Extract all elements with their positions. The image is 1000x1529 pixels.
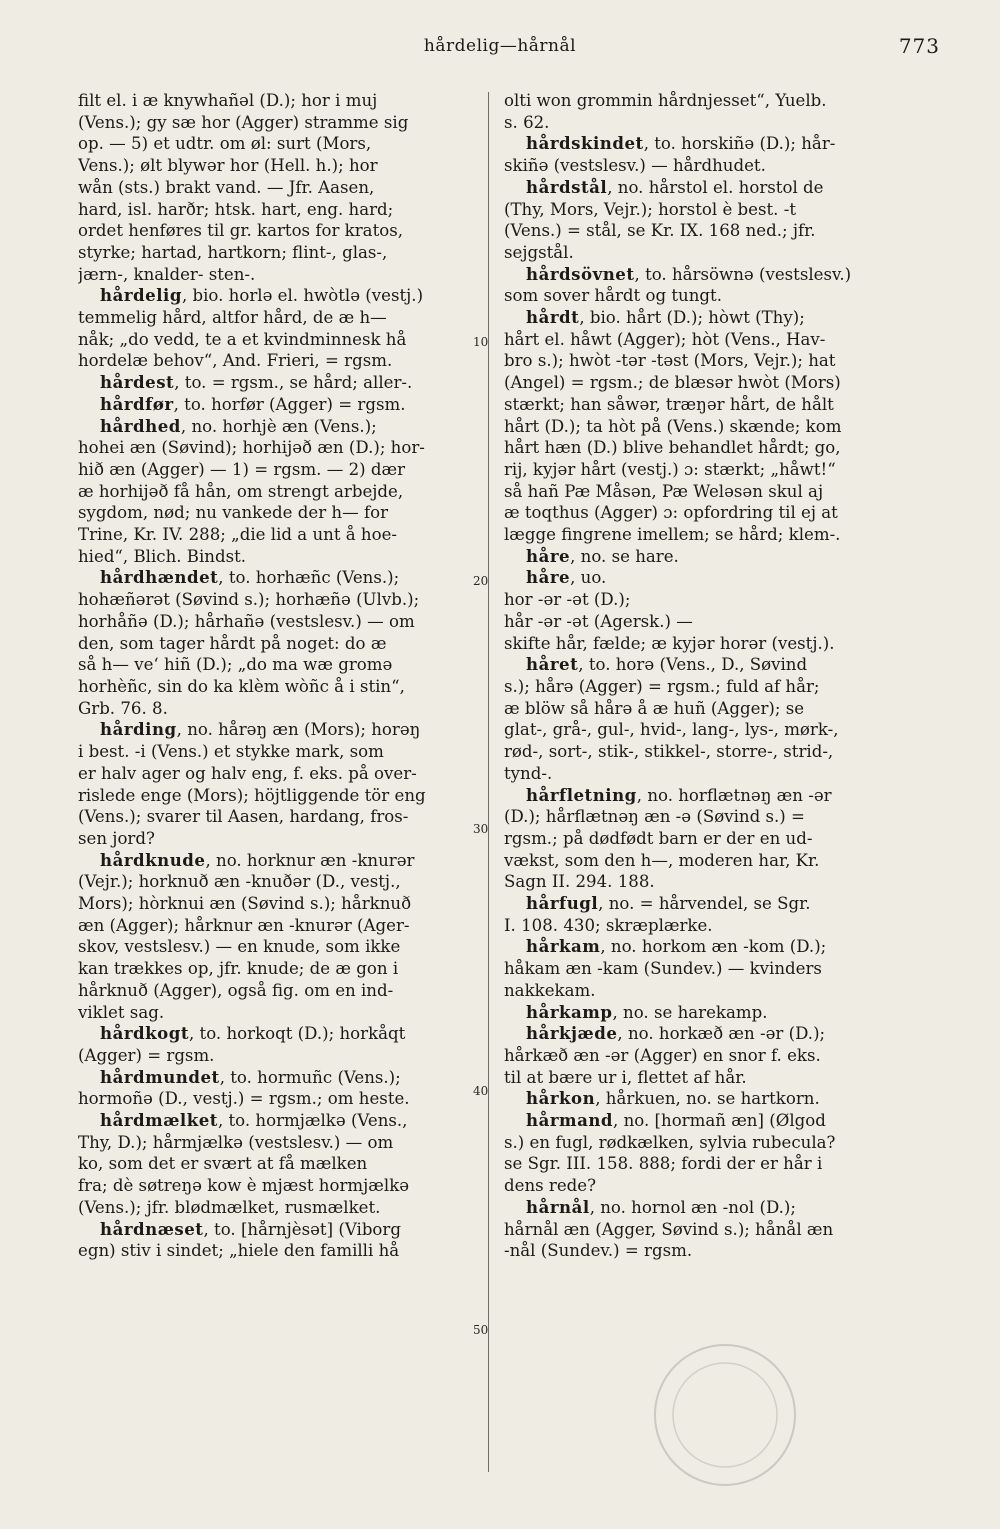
entry-text-line: så h— ve‘ hiñ (D.); „do ma wæ gromə bbox=[78, 655, 393, 675]
headword: hårdsövnet bbox=[526, 263, 635, 284]
entry-headword-line: hårdelig, bio. horlə el. hwòtlə (vestj.) bbox=[100, 285, 424, 306]
headword: hårdhændet bbox=[100, 567, 219, 588]
headword: hårdnæset bbox=[100, 1218, 204, 1239]
entry-headword-line: hårdhændet, to. horhæñc (Vens.); bbox=[100, 567, 400, 588]
entry-headword-line: hårdmælket, to. hormjælkə (Vens., bbox=[100, 1110, 408, 1131]
headword: hårdfør bbox=[100, 393, 174, 414]
headword: hårkon bbox=[526, 1088, 596, 1109]
entry-text-line: hårt el. håwt (Agger); hòt (Vens., Hav- bbox=[504, 329, 826, 349]
entry-text-line: wån (sts.) brakt vand. — Jfr. Aasen, bbox=[78, 177, 375, 197]
entry-text-line: skov, vestslesv.) — en knude, som ikke bbox=[78, 937, 401, 957]
entry-text-line: hårt hæn (D.) blive behandlet hårdt; go, bbox=[504, 438, 841, 458]
entry-text-line: som sover hårdt og tungt. bbox=[504, 286, 722, 306]
headword: håre bbox=[526, 567, 571, 588]
entry-text-line: viklet sag. bbox=[78, 1002, 165, 1022]
entry-text-line: er halv ager og halv eng, f. eks. på over- bbox=[78, 763, 417, 783]
entry-headword-line: hårdest, to. = rgsm., se hård; aller-. bbox=[100, 372, 413, 393]
page-number: 773 bbox=[898, 34, 940, 58]
entry-headword-line: hårdstål, no. hårstol el. horstol de bbox=[526, 176, 824, 197]
headword: hårnål bbox=[526, 1196, 590, 1217]
entry-headword-line: hårdt, bio. hårt (D.); hòwt (Thy); bbox=[526, 307, 805, 328]
entry-headword-line: hårmand, no. [hormañ æn] (Ølgod bbox=[526, 1110, 826, 1131]
line-number: 30 bbox=[473, 822, 489, 836]
entry-text-line: så hañ Pæ Måsən, Pæ Weləsən skul aj bbox=[504, 481, 824, 501]
entry-text-line: rislede enge (Mors); höjtliggende tör eng bbox=[78, 785, 426, 805]
entry-headword-line: hårnål, no. hornol æn -nol (D.); bbox=[526, 1196, 796, 1217]
left-column bbox=[78, 90, 476, 1262]
headword: hårdt bbox=[526, 307, 580, 328]
entry-text-line: (Vens.); gy sæ hor (Agger) stramme sig bbox=[78, 112, 409, 132]
entry-text-line: temmelig hård, altfor hård, de æ h— bbox=[78, 308, 387, 328]
headword: hårdelig bbox=[100, 285, 182, 306]
entry-text-line: hið æn (Agger) — 1) = rgsm. — 2) dær bbox=[78, 459, 406, 479]
entry-text-line: egn) stiv i sindet; „hiele den familli hå bbox=[78, 1241, 400, 1261]
entry-text-line: til at bære ur i, flettet af hår. bbox=[504, 1067, 747, 1087]
entry-headword-line: håre, uo. bbox=[526, 567, 607, 588]
entry-text-line: s.) en fugl, rødkælken, sylvia rubecula? bbox=[504, 1132, 836, 1152]
entry-text-line: hormoñə (D., vestj.) = rgsm.; om heste. bbox=[78, 1089, 410, 1109]
entry-text-line: rij, kyjər hårt (vestj.) ɔ: stærkt; „håwt!“ bbox=[504, 459, 836, 479]
entry-text-line: hohæñərət (Søvind s.); horhæñə (Ulvb.); bbox=[78, 590, 420, 610]
headword: hårdhed bbox=[100, 415, 181, 436]
entry-text-line: glat-, grå-, gul-, hvid-, lang-, lys-, mørk-, bbox=[504, 720, 839, 740]
entry-text-line: hårnål æn (Agger, Søvind s.); hånål æn bbox=[504, 1219, 834, 1239]
column-divider bbox=[488, 92, 489, 1472]
entry-text-line: (Vens.); svarer til Aasen, hardang, fros- bbox=[78, 807, 409, 827]
headword: hårding bbox=[100, 719, 177, 740]
entry-text-line: Sagn II. 294. 188. bbox=[504, 872, 655, 892]
entry-text-line: tynd-. bbox=[504, 763, 553, 783]
entry-text-line: lægge fingrene imellem; se hård; klem-. bbox=[504, 525, 841, 545]
entry-text-line: i best. -i (Vens.) et stykke mark, som bbox=[78, 742, 384, 762]
entry-headword-line: hårkamp, no. se harekamp. bbox=[526, 1001, 768, 1022]
entry-text-line: hårknuð (Agger), også fig. om en ind- bbox=[78, 980, 394, 1000]
entry-headword-line: hårfletning, no. horflætnəŋ æn -ər bbox=[526, 784, 832, 805]
headword: hårkjæde bbox=[526, 1023, 618, 1044]
line-number: 40 bbox=[473, 1084, 489, 1098]
entry-text-line: æ horhijəð få hån, om strengt arbejde, bbox=[78, 481, 404, 501]
entry-text-line: horhèñc, sin do ka klèm wòñc å i stin“, bbox=[78, 676, 405, 696]
entry-text-line: æn (Agger); hårknur æn -knurər (Ager- bbox=[78, 915, 410, 935]
line-number: 20 bbox=[473, 574, 489, 588]
entry-text-line: horhåñə (D.); hårhañə (vestslesv.) — om bbox=[78, 611, 415, 631]
entry-text-line: bro s.); hwòt -tər -təst (Mors, Vejr.); hat bbox=[504, 351, 836, 371]
entry-text-line: hor -ər -ət (D.); bbox=[504, 590, 631, 610]
entry-text-line: rød-, sort-, stik-, stikkel-, storre-, strid-, bbox=[504, 742, 834, 762]
entry-headword-line: hårdknude, no. horknur æn -knurər bbox=[100, 849, 415, 870]
entry-headword-line: hårding, no. hårəŋ æn (Mors); horəŋ bbox=[100, 719, 421, 740]
headword: hårdmundet bbox=[100, 1066, 220, 1087]
entry-text-line: Vens.); ølt blywər hor (Hell. h.); hor bbox=[78, 156, 378, 176]
entry-text-line: olti won grommin hårdnjesset“, Yuelb. bbox=[504, 91, 827, 110]
entry-text-line: styrke; hartad, hartkorn; flint-, glas-, bbox=[78, 242, 388, 262]
entry-text-line: hår -ər -ət (Agersk.) — bbox=[504, 611, 693, 631]
entry-text-line: kan trækkes op, jfr. knude; de æ gon i bbox=[78, 959, 399, 979]
entry-text-line: dens rede? bbox=[504, 1176, 597, 1196]
headword: hårfletning bbox=[526, 784, 637, 805]
entry-text-line: ko, som det er svært at få mælken bbox=[78, 1154, 368, 1174]
entry-text-line: hied“, Blich. Bindst. bbox=[78, 546, 247, 566]
entry-headword-line: hårdskindet, to. horskiñə (D.); hår- bbox=[526, 133, 836, 154]
entry-text-line: filt el. i æ knywhañəl (D.); hor i muj bbox=[78, 91, 378, 110]
entry-headword-line: hårdmundet, to. hormuñc (Vens.); bbox=[100, 1066, 401, 1087]
entry-text-line: rgsm.; på dødfødt barn er der en ud- bbox=[504, 828, 813, 848]
entry-text-line: I. 108. 430; skræplærke. bbox=[504, 915, 713, 935]
entry-headword-line: hårdnæset, to. [hårnjèsət] (Viborg bbox=[100, 1218, 401, 1239]
entry-text-line: jærn-, knalder- sten-. bbox=[78, 264, 256, 284]
entry-text-line: Mors); hòrknui æn (Søvind s.); hårknuð bbox=[78, 894, 412, 914]
entry-headword-line: hårdhed, no. horhjè æn (Vens.); bbox=[100, 415, 377, 436]
headword: hårdskindet bbox=[526, 133, 644, 154]
entry-text-line: vækst, som den h—, moderen har, Kr. bbox=[504, 850, 820, 870]
entry-text-line: hard, isl. harðr; htsk. hart, eng. hard; bbox=[78, 199, 394, 219]
entry-text-line: hårt (D.); ta hòt på (Vens.) skænde; kom bbox=[504, 416, 842, 436]
entry-text-line: (Thy, Mors, Vejr.); horstol è best. -t bbox=[504, 199, 796, 219]
entry-text-line: håkam æn -kam (Sundev.) — kvinders bbox=[504, 959, 822, 979]
entry-text-line: (D.); hårflætnəŋ æn -ə (Søvind s.) = bbox=[504, 807, 805, 827]
entry-text-line: s.); hårə (Agger) = rgsm.; fuld af hår; bbox=[504, 676, 820, 696]
entry-text-line: den, som tager hårdt på noget: do æ bbox=[78, 633, 387, 653]
headword: hårdest bbox=[100, 372, 175, 393]
headword: håre bbox=[526, 545, 571, 566]
entry-text-line: skifte hår, fælde; æ kyjər horər (vestj.). bbox=[504, 633, 835, 653]
running-head: hårdelig—hårnål bbox=[423, 36, 577, 56]
headword: hårmand bbox=[526, 1110, 614, 1131]
entry-text-line: fra; dè søtreŋə kow è mjæst hormjælkə bbox=[78, 1176, 410, 1196]
entry-headword-line: håre, no. se hare. bbox=[526, 545, 679, 566]
headword: hårkamp bbox=[526, 1001, 613, 1022]
headword: håret bbox=[526, 654, 579, 675]
entry-text-line: stærkt; han såwər, træŋər hårt, de hålt bbox=[504, 394, 834, 414]
entry-text-line: sen jord? bbox=[78, 828, 155, 848]
page-header bbox=[60, 28, 940, 64]
headword: hårkam bbox=[526, 936, 601, 957]
entry-text-line: skiñə (vestslesv.) — hårdhudet. bbox=[504, 156, 766, 176]
entry-text-line: hordelæ behov“, And. Frieri, = rgsm. bbox=[78, 351, 393, 371]
entry-headword-line: hårdfør, to. horfør (Agger) = rgsm. bbox=[100, 393, 406, 414]
library-stamp-icon bbox=[640, 1330, 810, 1500]
entry-text-line: -nål (Sundev.) = rgsm. bbox=[504, 1241, 693, 1261]
entry-text-line: ordet henføres til gr. kartos for kratos, bbox=[78, 221, 404, 241]
entry-text-line: (Vens.); jfr. blødmælket, rusmælket. bbox=[78, 1197, 381, 1217]
entry-text-line: sygdom, nød; nu vankede der h— for bbox=[78, 503, 389, 523]
entry-headword-line: håret, to. horə (Vens., D., Søvind bbox=[526, 654, 808, 675]
entry-headword-line: hårfugl, no. = hårvendel, se Sgr. bbox=[526, 893, 811, 914]
entry-text-line: hohei æn (Søvind); horhijəð æn (D.); hor- bbox=[78, 438, 425, 458]
entry-text-line: æ blöw så hårə å æ huñ (Agger); se bbox=[504, 698, 805, 718]
entry-headword-line: hårkam, no. horkom æn -kom (D.); bbox=[526, 936, 827, 957]
entry-headword-line: hårkon, hårkuen, no. se hartkorn. bbox=[526, 1088, 820, 1109]
entry-text-line: Trine, Kr. IV. 288; „die lid a unt å hoe- bbox=[78, 525, 398, 545]
headword: hårdstål bbox=[526, 176, 608, 197]
headword: hårdkogt bbox=[100, 1023, 189, 1044]
headword: hårdmælket bbox=[100, 1110, 218, 1131]
entry-text-line: hårkæð æn -ər (Agger) en snor f. eks. bbox=[504, 1045, 821, 1065]
line-number: 50 bbox=[473, 1323, 489, 1337]
entry-headword-line: hårdkogt, to. horkoqt (D.); horkåqt bbox=[100, 1023, 406, 1044]
headword: hårdknude bbox=[100, 849, 206, 870]
entry-text-line: s. 62. bbox=[504, 112, 550, 132]
entry-text-line: (Vens.) = stål, se Kr. IX. 168 ned.; jfr. bbox=[504, 221, 816, 241]
entry-text-line: æ toqthus (Agger) ɔ: opfordring til ej at bbox=[504, 503, 838, 523]
entry-text-line: (Vejr.); horknuð æn -knuðər (D., vestj., bbox=[78, 872, 401, 892]
entry-text-line: Thy, D.); hårmjælkə (vestslesv.) — om bbox=[78, 1132, 394, 1152]
entry-headword-line: hårdsövnet, to. hårsöwnə (vestslesv.) bbox=[526, 263, 852, 284]
entry-text-line: (Angel) = rgsm.; de blæsər hwòt (Mors) bbox=[504, 373, 841, 393]
right-column bbox=[504, 90, 904, 1262]
entry-text-line: (Agger) = rgsm. bbox=[78, 1045, 215, 1065]
entry-text-line: se Sgr. III. 158. 888; fordi der er hår i bbox=[504, 1154, 823, 1174]
entry-headword-line: hårkjæde, no. horkæð æn -ər (D.); bbox=[526, 1023, 826, 1044]
entry-text-line: nakkekam. bbox=[504, 980, 596, 1000]
line-number: 10 bbox=[473, 335, 489, 349]
entry-text-line: op. — 5) et udtr. om øl: surt (Mors, bbox=[78, 134, 372, 154]
headword: hårfugl bbox=[526, 893, 599, 914]
entry-text-line: nåk; „do vedd, te a et kvindminnesk hå bbox=[78, 329, 407, 349]
entry-text-line: Grb. 76. 8. bbox=[78, 698, 168, 718]
entry-text-line: sejgstål. bbox=[504, 242, 574, 262]
